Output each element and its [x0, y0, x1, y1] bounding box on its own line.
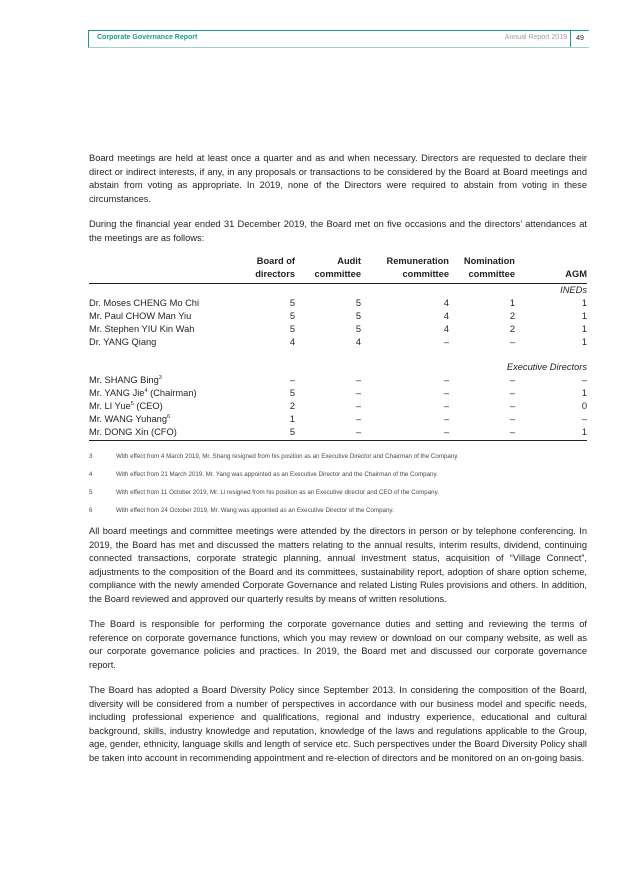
table-row	[89, 426, 587, 441]
footnote-text: With effect from 21 March 2019, Mr. Yang was appointed as an Executive Director and the Chairman of the Company.	[116, 471, 438, 478]
header-agm: AGM	[515, 255, 587, 284]
cell-value: 4	[443, 311, 449, 321]
table-row	[89, 387, 587, 400]
cell-value: 4	[443, 298, 449, 308]
cell-value: 1	[289, 414, 295, 424]
cell-value: –	[355, 414, 361, 424]
cell-value: –	[443, 337, 449, 347]
table-row	[89, 297, 587, 310]
footnotes	[89, 453, 587, 515]
body-paragraph-governance: The Board is responsible for performing the corporate governance duties and setting and reviewing the terms of reference on corporate governance functions, which you may review or download on our company website, as well as our corporate governance policies and practices. In 2019, the Board met and discussed our corporate governance report.	[89, 619, 587, 670]
table-row	[89, 310, 587, 323]
cell-value: 5	[289, 324, 295, 334]
cell-value: –	[509, 337, 515, 347]
header-audit: Audit committee	[295, 255, 361, 284]
footnote-ref: 4	[144, 387, 148, 394]
footnote-ref: 3	[158, 374, 162, 381]
footnote-number: 6	[89, 507, 93, 514]
cell-value: 1	[581, 298, 587, 308]
cell-value: –	[355, 375, 361, 385]
footnote-text: With effect from 11 October 2019, Mr. Li resigned from his position as an Executive director and CEO of the Company.	[116, 489, 439, 496]
intro-paragraph-2: During the financial year ended 31 December 2019, the Board met on five occasions and the directors’ attendances at the meetings are as follows:	[89, 219, 587, 243]
cell-value: 1	[581, 337, 587, 347]
cell-value: –	[289, 375, 295, 385]
table-row	[89, 323, 587, 336]
cell-value: 4	[355, 337, 361, 347]
cell-value: –	[355, 401, 361, 411]
intro-paragraph-1: Board meetings are held at least once a quarter and as and when necessary. Directors are requested to declare their direct or indirect interests, if any, in any proposals or transactions to be considered by the Board at Board meetings and abstain from voting as appropriate. In 2019, none of the Directors were required to abstain from voting in these circumstances.	[89, 153, 587, 204]
group-label-ineds: INEDs	[560, 285, 587, 295]
cell-value: –	[355, 388, 361, 398]
table-header-row	[89, 255, 587, 284]
header-name-column	[89, 255, 249, 284]
cell-value: –	[581, 414, 587, 424]
cell-value: 4	[289, 337, 295, 347]
director-name: Mr. YANG Jie$^4$ (Chairman)	[89, 387, 197, 398]
footnote	[89, 471, 587, 479]
cell-value: –	[295, 426, 361, 441]
attendance-table	[89, 255, 587, 441]
director-name: Dr. Moses CHENG Mo Chi	[89, 298, 200, 308]
director-name: Mr. DONG Xin (CFO)	[89, 426, 249, 441]
cell-value: 5	[289, 311, 295, 321]
cell-value: 1	[581, 388, 587, 398]
section-title: Corporate Governance Report	[97, 34, 198, 41]
footnote-ref: 6	[167, 413, 171, 420]
group-label-executive: Executive Directors	[506, 362, 587, 372]
cell-value: 1	[509, 298, 515, 308]
footnote-number: 3	[89, 453, 93, 460]
header-nomination: Nomination committee	[449, 255, 515, 284]
cell-value: –	[509, 401, 515, 411]
page-content	[89, 152, 587, 777]
director-name: Mr. Stephen YIU Kin Wah	[89, 324, 195, 334]
director-name: Dr. YANG Qiang	[89, 337, 157, 347]
cell-value: –	[443, 401, 449, 411]
cell-value: 5	[355, 324, 361, 334]
cell-value: 1	[581, 311, 587, 321]
cell-value: –	[509, 375, 515, 385]
footnote	[89, 507, 587, 515]
director-name: Mr. LI Yue$^5$ (CEO)	[89, 400, 163, 411]
cell-value: –	[509, 388, 515, 398]
report-title: Annual Report 2019	[504, 34, 567, 41]
cell-value: 5	[289, 298, 295, 308]
cell-value: –	[443, 375, 449, 385]
body-paragraph-meetings: All board meetings and committee meetings were attended by the directors in person or by telephone conferencing. In 2019, the Board has met and discussed the matters relating to the annual results, interim results, dividend, continuing connected transactions, corporate strategic planning, annual investment status, acquisition of “Village Connect”, adjustments to the composition of the Board and its committees, sustainability report, adoption of share option scheme, compliance with the newly amended Corporate Governance and related Listing Rules provisions and others. In addition, the Board reviewed and approved our quarterly results by means of written resolutions.	[89, 526, 587, 604]
group-row	[89, 361, 587, 374]
director-name: Mr. WANG Yuhang$^6$	[89, 413, 171, 424]
footnote-number: 4	[89, 471, 93, 478]
director-name: Mr. SHANG Bing$^3$	[89, 374, 162, 385]
cell-value: 2	[509, 311, 515, 321]
table-row	[89, 400, 587, 413]
cell-value: –	[449, 426, 515, 441]
cell-value: 5	[289, 388, 295, 398]
cell-value: –	[443, 388, 449, 398]
cell-value: 5	[249, 426, 295, 441]
footnote	[89, 453, 587, 461]
cell-value: 0	[581, 401, 587, 411]
cell-value: 5	[355, 298, 361, 308]
table-row	[89, 374, 587, 387]
cell-value: 5	[355, 311, 361, 321]
header-board: Board of directors	[249, 255, 295, 284]
cell-value: 2	[509, 324, 515, 334]
footnote-number: 5	[89, 489, 93, 496]
spacer-row	[89, 349, 587, 361]
cell-value: –	[509, 414, 515, 424]
footnote-text: With effect from 4 March 2019, Mr. Shang resigned from his position as an Executive Director and Chairman of the Company.	[116, 453, 459, 460]
footnote-ref: 5	[130, 400, 134, 407]
cell-value: 1	[581, 324, 587, 334]
cell-value: 4	[443, 324, 449, 334]
page-header	[88, 30, 589, 48]
cell-value: 2	[289, 401, 295, 411]
cell-value: 1	[515, 426, 587, 441]
body-paragraph-diversity: The Board has adopted a Board Diversity Policy since September 2013. In considering the composition of the Board, diversity will be considered from a number of perspectives in accordance with our business model and specific needs, including professional experience and qualifications, regional and industry experience, educational and cultural background, skills, industry knowledge and reputation, knowledge of the laws and regulations applicable to the Group, age, gender, ethnicity, language skills and length of service etc. Such perspectives under the Board Diversity Policy shall be taken into account in recommending appointment and re-election of directors and be monitored on an on-going basis.	[89, 685, 587, 763]
footnote	[89, 489, 587, 497]
cell-value: –	[581, 375, 587, 385]
director-name: Mr. Paul CHOW Man Yiu	[89, 311, 192, 321]
footnote-text: With effect from 24 October 2019, Mr. Wang was appointed as an Executive Director of the Company.	[116, 507, 394, 514]
cell-value: –	[443, 414, 449, 424]
header-remuneration: Remuneration committee	[361, 255, 449, 284]
group-row	[89, 284, 587, 298]
table-row	[89, 413, 587, 426]
cell-value: –	[361, 426, 449, 441]
page-number: 49	[570, 31, 589, 47]
table-row	[89, 336, 587, 349]
